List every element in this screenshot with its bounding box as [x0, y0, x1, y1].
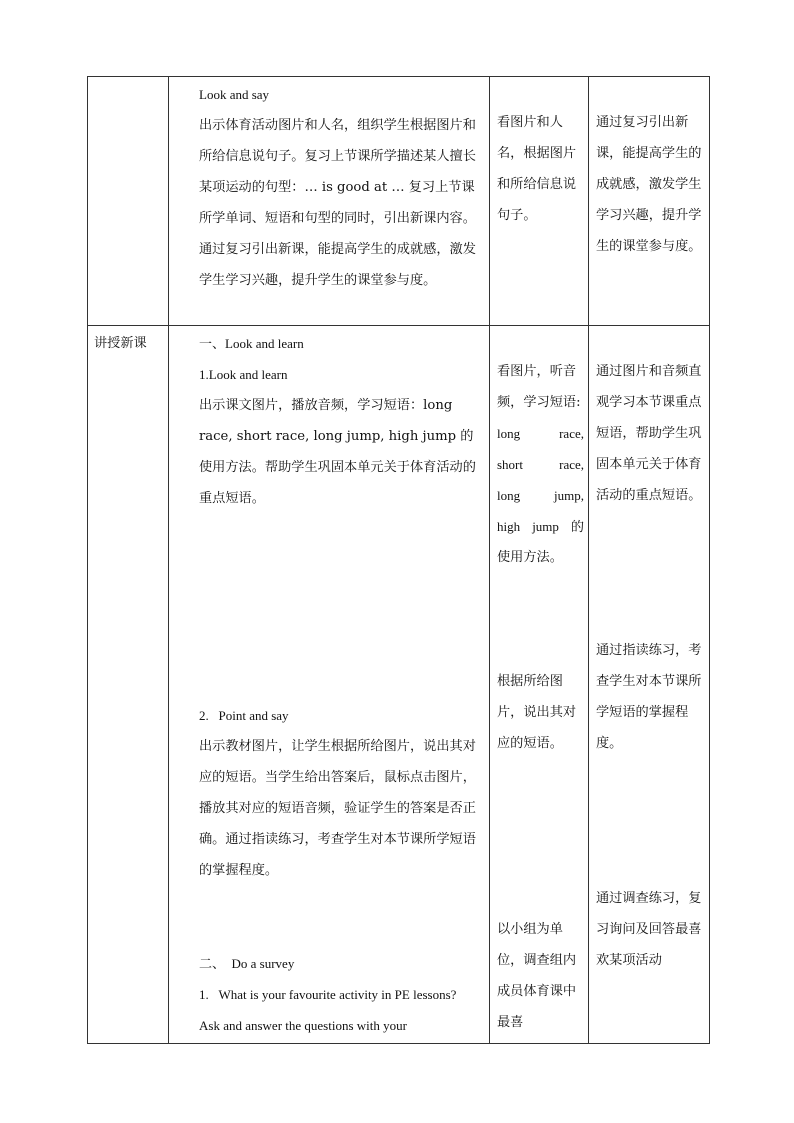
subsection-heading: 1.Look and learn	[199, 367, 288, 382]
section-heading: 一、Look and learn	[199, 336, 304, 351]
design-purpose-text: 通过复习引出新课，能提高学生的成就感，激发学生学习兴趣，提升学生的课堂参与度。	[596, 115, 702, 254]
table-row	[88, 326, 710, 1044]
student-activity-text: 使用方法。	[497, 550, 563, 565]
design-purpose-text: 通过指读练习，考查学生对本节课所学短语的掌握程度。	[596, 643, 702, 751]
section-heading: 二、 Do a survey	[199, 956, 295, 971]
lesson-plan-table	[87, 76, 710, 1044]
student-activity-cell	[490, 326, 589, 1044]
phrase-line: high jump 的	[497, 519, 584, 534]
phrase-line: short race,	[497, 457, 584, 472]
section-heading: Look and say	[199, 87, 270, 102]
survey-question: 1. What is your favourite activity in PE lessons?	[199, 987, 457, 1002]
step-cell	[88, 326, 169, 1044]
step-label: 讲授新课	[94, 336, 147, 351]
phrase-line: long race,	[497, 426, 584, 441]
teacher-activity-text: 出示教材图片，让学生根据所给图片，说出其对应的短语。当学生给出答案后，鼠标点击图片，播放其对应的短语音频，验证学生的答案是否正确。通过指读练习，考查学生对本节课所学短语的掌握程度。	[199, 739, 476, 878]
table-row	[88, 77, 710, 326]
student-activity-cell	[490, 77, 589, 326]
design-purpose-cell	[589, 326, 710, 1044]
design-purpose-text: 通过调查练习，复习询问及回答最喜欢某项活动	[596, 891, 702, 968]
student-activity-text: 以小组为单位，调查组内成员体育课中最喜	[497, 922, 577, 1030]
design-purpose-cell	[589, 77, 710, 326]
step-cell	[88, 77, 169, 326]
teacher-activity-cell	[169, 326, 490, 1044]
teacher-activity-text: 出示课文图片，播放音频，学习短语：long race, short race, long jump, high jump 的使用方法。帮助学生巩固本单元关于体育活动的重点短语。	[199, 398, 476, 506]
design-purpose-text: 通过图片和音频直观学习本节课重点短语，帮助学生巩固本单元关于体育活动的重点短语。	[596, 364, 702, 503]
phrase-line: long jump,	[497, 488, 584, 503]
survey-question: Ask and answer the questions with your	[199, 1018, 407, 1033]
student-activity-text: 根据所给图片，说出其对应的短语。	[497, 674, 577, 751]
subsection-heading: 2. Point and say	[199, 708, 289, 723]
step-label	[88, 77, 168, 79]
student-activity-text: 看图片和人名，根据图片和所给信息说句子。	[497, 115, 577, 223]
teacher-activity-text: 出示体育活动图片和人名，组织学生根据图片和所给信息说句子。复习上节课所学描述某人擅长某项运动的句型：… is good at … 复习上节课所学单词、短语和句型的同时，引出新课内容。通过复习引出新课，能提高学生的成就感，激发学生学习兴趣，提升学生的课堂参与度。	[199, 118, 476, 288]
teacher-activity-cell	[169, 77, 490, 326]
student-activity-text: 看图片，听音频，学习短语:	[497, 364, 581, 410]
